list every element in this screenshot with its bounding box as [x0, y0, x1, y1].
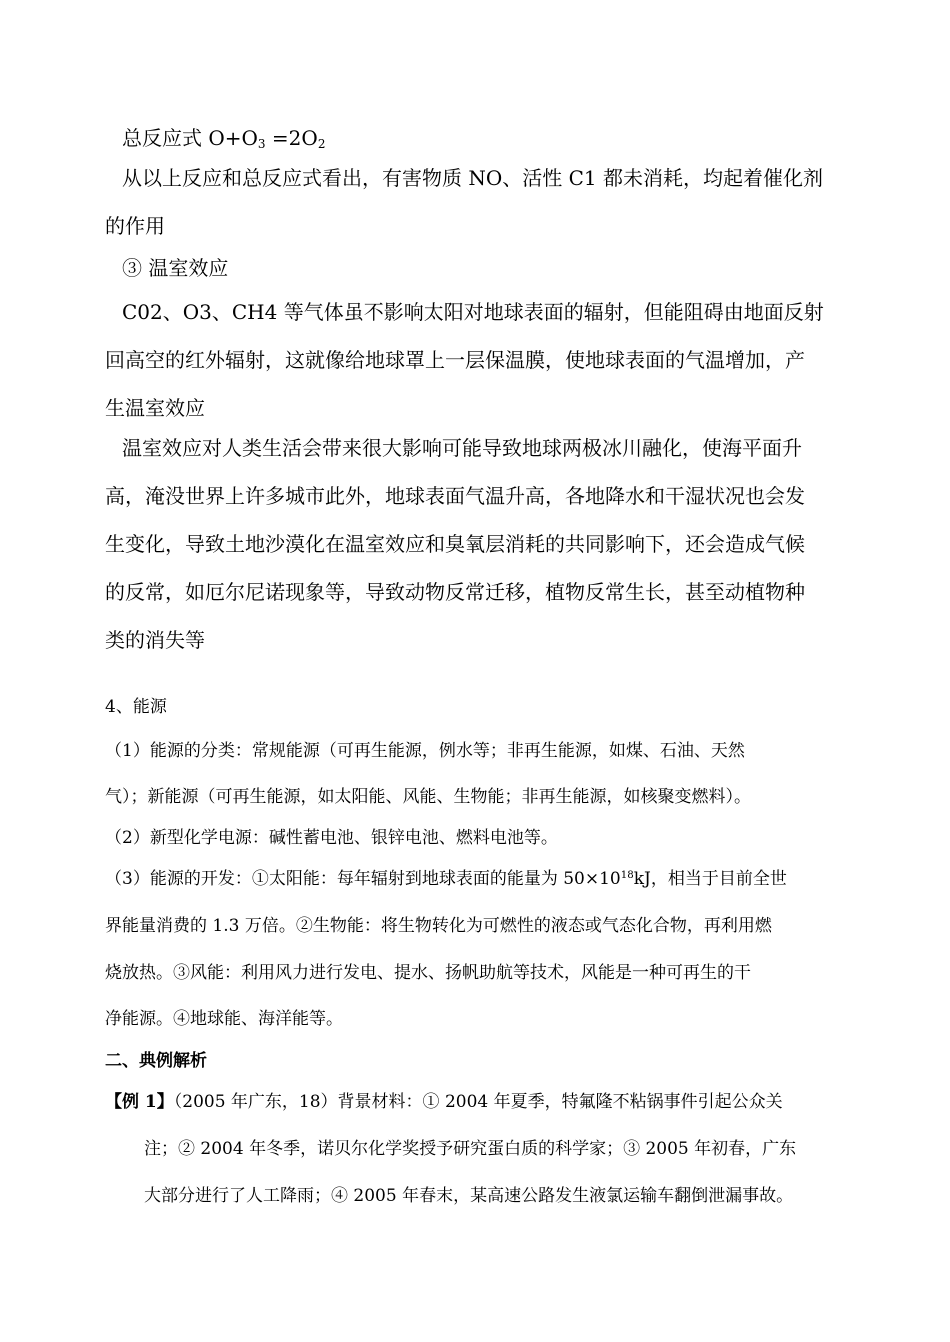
energy-heading: 4、能源 — [105, 697, 167, 717]
catalyst-paragraph-line: 的作用 — [105, 214, 165, 238]
greenhouse-heading: ③ 温室效应 — [122, 256, 229, 280]
energy-item-1-line: 气）；新能源（可再生能源，如太阳能、风能、生物能；非再生能源，如核聚变燃料）。 — [105, 787, 751, 807]
energy-item-3-line: 界能量消费的 1.3 万倍。②生物能：将生物转化为可燃性的液态或气态化合物，再利用燃 — [105, 916, 772, 936]
energy-item-2: （2）新型化学电源：碱性蓄电池、银锌电池、燃料电池等。 — [105, 828, 558, 848]
catalyst-paragraph-line: 从以上反应和总反应式看出，有害物质 NO、活性 C1 都未消耗，均起着催化剂 — [122, 166, 823, 190]
greenhouse-effects-line: 高，淹没世界上许多城市此外，地球表面气温升高，各地降水和干湿状况也会发 — [105, 484, 805, 508]
energy-item-3-line: 烧放热。③风能：利用风力进行发电、提水、扬帆助航等技术，风能是一种可再生的干 — [105, 963, 751, 983]
energy-item-3-line: 净能源。④地球能、海洋能等。 — [105, 1009, 343, 1029]
energy-item-1-line: （1）能源的分类：常规能源（可再生能源，例水等；非再生能源，如煤、石油、天然 — [105, 741, 745, 761]
example-1-label: 【例 1】 — [105, 1092, 174, 1112]
greenhouse-cause-line: 回高空的红外辐射，这就像给地球罩上一层保温膜，使地球表面的气温增加，产 — [105, 348, 805, 372]
greenhouse-cause-line: C02、O3、CH4 等气体虽不影响太阳对地球表面的辐射，但能阻碍由地面反射 — [122, 300, 824, 324]
greenhouse-effects-line: 温室效应对人类生活会带来很大影响可能导致地球两极冰川融化，使海平面升 — [122, 436, 802, 460]
examples-heading: 二、典例解析 — [105, 1051, 207, 1071]
greenhouse-cause-line: 生温室效应 — [105, 396, 205, 420]
greenhouse-effects-line: 类的消失等 — [105, 628, 205, 652]
example-1-line: 【例 1】（2005 年广东，18）背景材料：① 2004 年夏季，特氟隆不粘锅事件引起公众关 — [105, 1092, 783, 1112]
energy-item-3-line: （3）能源的开发：①太阳能：每年辐射到地球表面的能量为 $50\times 10^{18}kJ$，相当于目前全世 — [105, 869, 787, 889]
example-1-line: 大部分进行了人工降雨；④ 2005 年春末，某高速公路发生液氯运输车翻倒泄漏事故。 — [144, 1186, 794, 1206]
greenhouse-effects-line: 的反常，如厄尔尼诺现象等，导致动物反常迁移，植物反常生长，甚至动植物种 — [105, 580, 805, 604]
greenhouse-effects-line: 生变化，导致土地沙漠化在温室效应和臭氧层消耗的共同影响下，还会造成气候 — [105, 532, 805, 556]
example-1-line: 注；② 2004 年冬季，诺贝尔化学奖授予研究蛋白质的科学家；③ 2005 年初春，广东 — [144, 1139, 797, 1159]
total-reaction-formula: 总反应式 $O+O_3 =2O_2$ — [122, 126, 326, 151]
